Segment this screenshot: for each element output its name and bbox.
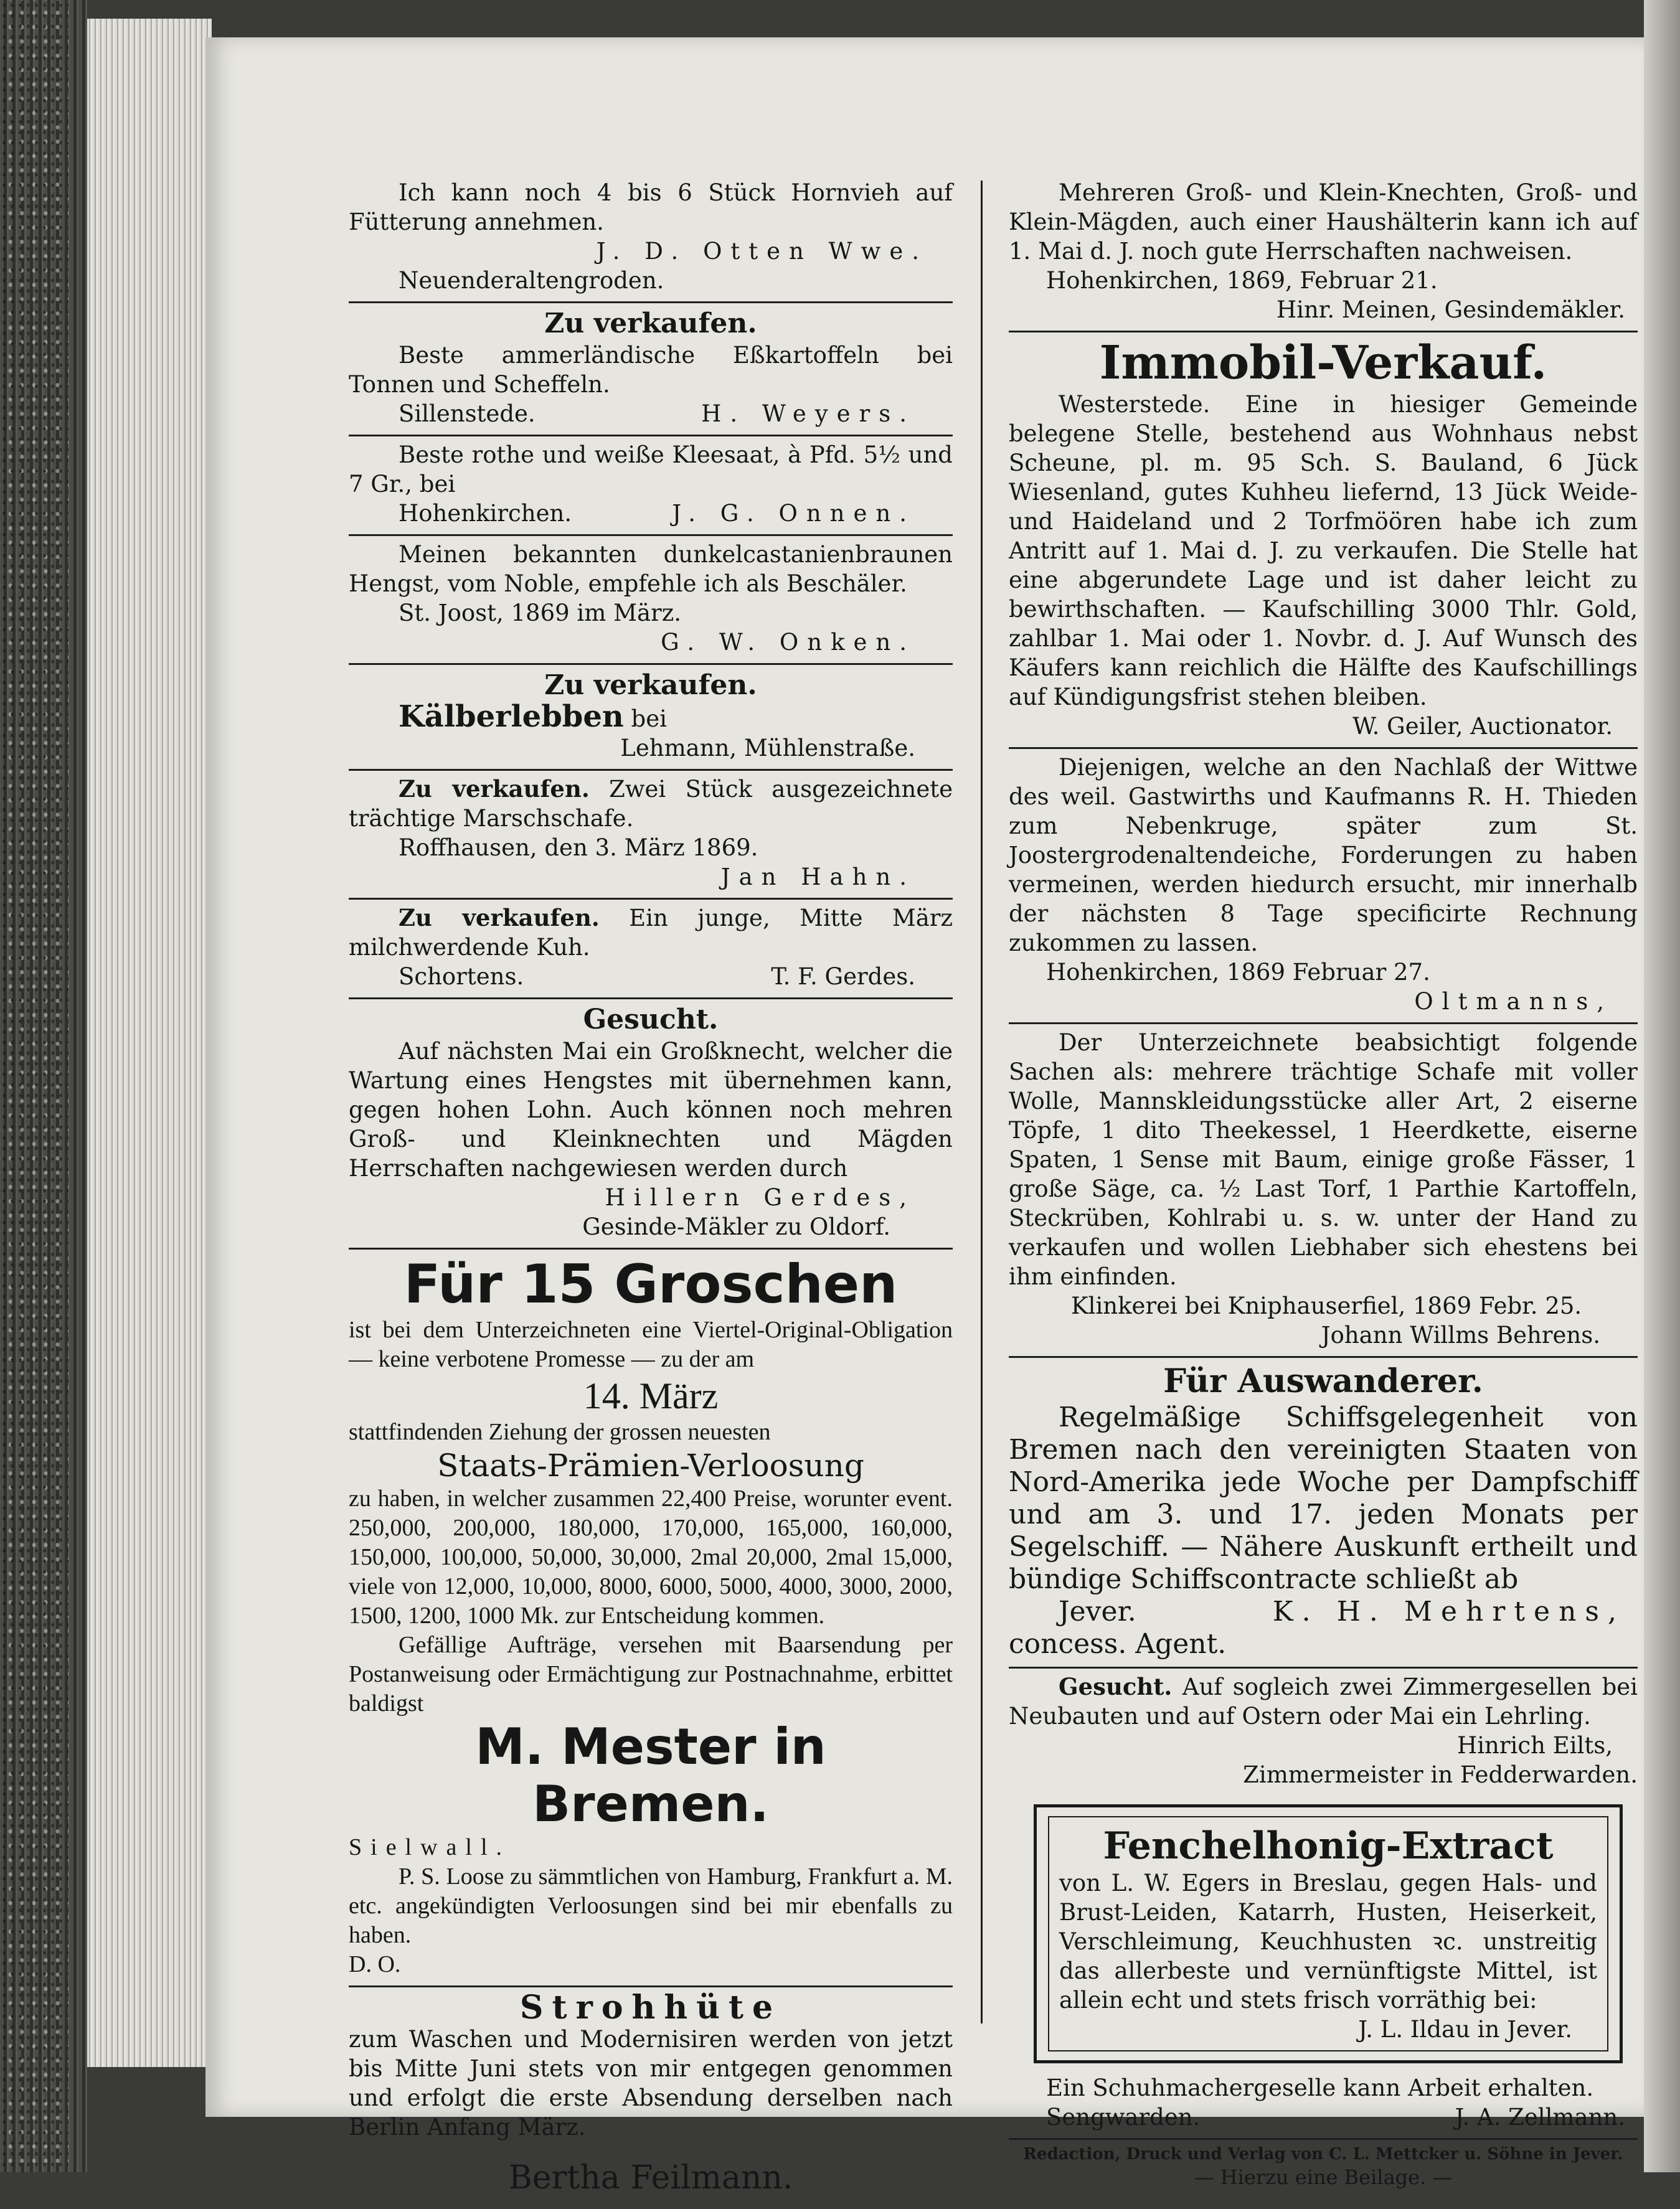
supplement-note: — Hierzu eine Beilage. —	[1194, 2165, 1453, 2189]
marbled-edge	[0, 0, 68, 2172]
ad-signature: K. H. Mehrtens,	[1272, 1596, 1625, 1627]
ad-text	[1009, 1672, 1638, 1731]
ad-kaelberlebben	[349, 665, 953, 771]
ad-heading: Immobil-Verkauf.	[1099, 336, 1547, 390]
ad-heading: Strohhüte	[519, 1989, 782, 2027]
ad-text: von L. W. Egers in Breslau, gegen Hals- und Brust-Leiden, Katarrh, Husten, Heiserkeit, Verschleimung, Keuchhusten ꝛc. unstreitig das allerbeste und vernünftigste Mittel, ist allein echt und stets frisch vorräthig bei:	[1059, 1870, 1597, 2014]
ad-fenchelhonig-box	[1034, 1804, 1623, 2063]
ad-heading: Zu verkaufen.	[399, 775, 590, 803]
ad-signature: Hinr. Meinen, Gesindemäkler.	[1276, 296, 1625, 323]
ad-strohhuete	[349, 1987, 953, 2209]
ad-place: Sengwarden.	[1046, 2104, 1201, 2131]
ad-kleesaat	[349, 436, 953, 536]
ad-text: Meinen bekannten dunkelcastanienbraunen Hengst, vom Noble, empfehle ich als Beschäler.	[349, 541, 953, 597]
ad-place: Roffhausen, den 3. März 1869.	[399, 834, 758, 861]
ad-signature: Jan Hahn.	[720, 864, 915, 890]
right-column	[1009, 174, 1638, 2190]
ad-verkauf-sachen	[1009, 1024, 1638, 1358]
ad-text	[349, 903, 953, 962]
ad-signature: J. L. Ildau in Jever.	[1358, 2016, 1572, 2043]
ad-signature: Lehmann, Mühlenstraße.	[620, 735, 915, 761]
ad-place: Hohenkirchen, 1869, Februar 21.	[1046, 267, 1438, 294]
ad-signature: Bertha Feilmann.	[508, 2159, 793, 2197]
ad-place: Neuenderaltengroden.	[399, 267, 664, 294]
ad-zimmergesellen	[1009, 1669, 1638, 1796]
page-stack	[87, 19, 212, 2067]
ad-text: Regelmäßige Schiffsgelegenheit von Bremen nach den vereinigten Staaten von Nord-Amerika jede Woche per Dampfschiff und am 3. und 17. jeden Monats per Segelschiff. — Nähere Auskunft ertheilt und bündige Schiffscontracte schließt ab	[1009, 1401, 1638, 1595]
ad-lottery-name: Staats-Prämien-Verloosung	[437, 1448, 864, 1484]
ad-place: St. Joost, 1869 im März.	[399, 600, 681, 626]
ad-immobil	[1009, 332, 1638, 749]
ad-text: Beste rothe und weiße Kleesaat, à Pfd. 5½ und 7 Gr., bei	[349, 441, 953, 497]
ad-place: Jever.	[1059, 1596, 1136, 1627]
ad-text: Der Unterzeichnete beabsichtigt folgende Sachen als: mehrere trächtige Schafe mit voller Wolle, Mannskleidungsstücke aller Art, 2 eiserne Töpfe, 1 dito Theekessel, 1 Heerdkette, eiserne Spaten, 1 Sense mit Baum, einige große Fässer, 1 große Säge, ca. ½ Last Torf, 1 Parthie Kartoffeln, Steckrüben, Kohlrabi u. s. w. unter der Hand zu verkaufen und wollen Liebhaber sich ehestens bei ihm einfinden.	[1009, 1029, 1638, 1290]
ad-text: Gefällige Aufträge, versehen mit Baarsendung per Postanweisung oder Ermächtigung zur Postnachnahme, erbittet baldigst	[349, 1632, 953, 1717]
column-divider	[981, 181, 983, 2023]
ad-signature: G. W. Onken.	[661, 629, 915, 656]
ad-signature: Hillern Gerdes,	[605, 1184, 915, 1211]
ad-text: zu haben, in welcher zusammen 22,400 Preise, worunter event. 250,000, 200,000, 180,000, 170,000, 165,000, 160,000, 150,000, 100,000, 50,000, 30,000, 2mal 20,000, 2mal 15,000, viele von 12,000, 10,000, 8000, 6000, 5000, 4000, 3000, 2000, 1500, 1200, 1000 Mk. zur Entscheidung kommen.	[349, 1486, 953, 1629]
ad-signature: W. Geiler, Auctionator.	[1352, 713, 1613, 740]
ad-signature: Hinrich Eilts,	[1456, 1732, 1613, 1759]
ad-gesindemakler	[1009, 174, 1638, 332]
ad-heading: Für 15 Groschen	[403, 1253, 898, 1316]
ad-nachlass	[1009, 749, 1638, 1024]
ad-signature: J. G. Onnen.	[672, 500, 915, 527]
page-gutter-right	[1644, 0, 1680, 2172]
ad-heading: Zu verkaufen.	[544, 669, 757, 701]
ad-place: Hohenkirchen, 1869 Februar 27.	[1046, 959, 1430, 986]
ad-body: Zwei Stück ausgezeichnete trächtige Marschschafe.	[349, 776, 953, 832]
ad-place: Schortens.	[399, 963, 524, 990]
ad-body: Ein junge, Mitte März milchwerdende Kuh.	[349, 905, 953, 961]
ad-text: stattfindenden Ziehung der grossen neuesten	[349, 1419, 771, 1445]
ad-heading: Gesucht.	[1059, 1673, 1173, 1700]
ad-hornvieh	[349, 174, 953, 303]
ad-text: Auf nächsten Mai ein Großknecht, welcher die Wartung eines Hengstes mit übernehmen kann, gegen hohen Lohn. Auch können noch mehren Groß- und Kleinknechten und Mägden Herrschaften nachgewiesen werden durch	[349, 1038, 953, 1182]
ad-footer	[349, 499, 953, 528]
ad-place: Hohenkirchen.	[399, 500, 572, 527]
ad-heading: Fenchelhonig-Extract	[1103, 1824, 1554, 1868]
ad-text: Ich kann noch 4 bis 6 Stück Hornvieh auf Fütterung annehmen.	[349, 179, 953, 235]
ad-heading: Gesucht.	[583, 1004, 719, 1035]
left-column	[349, 174, 953, 2209]
ad-kuh	[349, 900, 953, 999]
ad-hengst	[349, 536, 953, 665]
ad-footer	[1046, 2103, 1638, 2132]
ad-signature: J. A. Zellmann.	[1455, 2104, 1625, 2131]
ad-body: Auf sogleich zwei Zimmergesellen bei Neubauten und auf Ostern oder Mai ein Lehrling.	[1009, 1674, 1638, 1730]
ad-lotterie	[349, 1250, 953, 1987]
ad-text	[349, 775, 953, 833]
ad-marschschafe	[349, 771, 953, 900]
ad-text: Westerstede. Eine in hiesiger Gemeinde belegene Stelle, bestehend aus Wohnhaus nebst Scheune, pl. m. 95 Sch. S. Bauland, 6 Jück Wiesenland, gutes Kuhheu liefernd, 13 Jück Weide- und Haideland und 2 Torfmöören habe ich zum Antritt auf 1. Mai d. J. zu verkaufen. Die Stelle hat eine abgerundete Lage und ist daher leicht zu bewirthschaften. — Kaufschilling 3000 Thlr. Gold, zahlbar 1. Mai oder 1. Novbr. d. J. Auf Wunsch des Käufers kann reichlich die Hälfte des Kaufschillings auf Kündigungsfrist stehen bleiben.	[1009, 391, 1638, 710]
ad-fenchelhonig-inner	[1048, 1816, 1608, 2051]
ad-place: Klinkerei bei Kniphauserfiel, 1869 Febr. 25.	[1071, 1293, 1582, 1319]
ad-signature: H. Weyers.	[701, 400, 915, 427]
ad-schuhmacher	[1009, 2070, 1638, 2140]
ad-signature: Johann Willms Behrens.	[1321, 1322, 1600, 1349]
ad-initials: D. O.	[349, 1951, 401, 1977]
ad-place: Sillenstede.	[399, 400, 536, 427]
ad-footer	[1009, 1596, 1638, 1628]
ad-signature: J. D. Otten Wwe.	[596, 238, 928, 265]
ad-heading: Zu verkaufen.	[544, 308, 757, 339]
ad-text: ist bei dem Unterzeichneten eine Viertel-Original-Obligation — keine verbotene Promesse — zu der am	[349, 1317, 953, 1372]
ad-kartoffeln	[349, 303, 953, 436]
ad-signature: T. F. Gerdes.	[771, 963, 915, 990]
ad-signature: Oltmanns,	[1414, 988, 1613, 1015]
ad-text: Diejenigen, welche an den Nachlaß der Wittwe des weil. Gastwirths und Kaufmanns R. H. Thieden zum Nebenkruge, später zum St. Joostergrodenaltendeiche, Forderungen zu haben vermeinen, werden hiedurch ersucht, mir innerhalb der nächsten 8 Tage specificirte Rechnung zukommen zu lassen.	[1009, 754, 1638, 956]
ad-auswanderer	[1009, 1358, 1638, 1669]
ad-signature-sub: Gesinde-Mäkler zu Oldorf.	[582, 1213, 890, 1240]
ad-text: Ein Schuhmachergeselle kann Arbeit erhalten.	[1046, 2075, 1594, 2101]
ad-grossknecht	[349, 999, 953, 1250]
ad-heading: Zu verkaufen.	[399, 904, 600, 931]
ad-text: Beste ammerländische Eßkartoffeln bei Tonnen und Scheffeln.	[349, 342, 953, 398]
ad-heading: Für Auswanderer.	[1163, 1362, 1483, 1400]
ad-firm: M. Mester in Bremen.	[475, 1718, 826, 1833]
ad-line	[349, 699, 953, 734]
ad-text: Mehreren Groß- und Klein-Knechten, Groß- und Klein-Mägden, auch einer Haushälterin kann ich auf 1. Mai d. J. noch gute Herrschaften nachweisen.	[1009, 179, 1638, 265]
ad-item: Kälberlebben	[399, 699, 624, 734]
ad-signature-sub: concess. Agent.	[1009, 1628, 1227, 1660]
ad-postscript: P. S. Loose zu sämmtlichen von Hamburg, Frankfurt a. M. etc. angekündigten Verloosungen sind bei mir ebenfalls zu haben.	[349, 1863, 953, 1948]
ad-date: 14. März	[583, 1375, 719, 1416]
imprint: Redaction, Druck und Verlag von C. L. Mettcker u. Söhne in Jever.	[1023, 2145, 1623, 2164]
ad-signature-sub: Zimmermeister in Fedderwarden.	[1243, 1761, 1638, 1788]
ad-text: zum Waschen und Modernisiren werden von jetzt bis Mitte Juni stets von mir entgegen genommen und erfolgt die erste Absendung derselben nach Berlin Anfang März.	[349, 2026, 953, 2141]
ad-footer	[349, 399, 953, 428]
ad-street: Sielwall.	[349, 1834, 511, 1860]
ad-bei: bei	[631, 705, 667, 732]
ad-footer	[349, 962, 953, 991]
